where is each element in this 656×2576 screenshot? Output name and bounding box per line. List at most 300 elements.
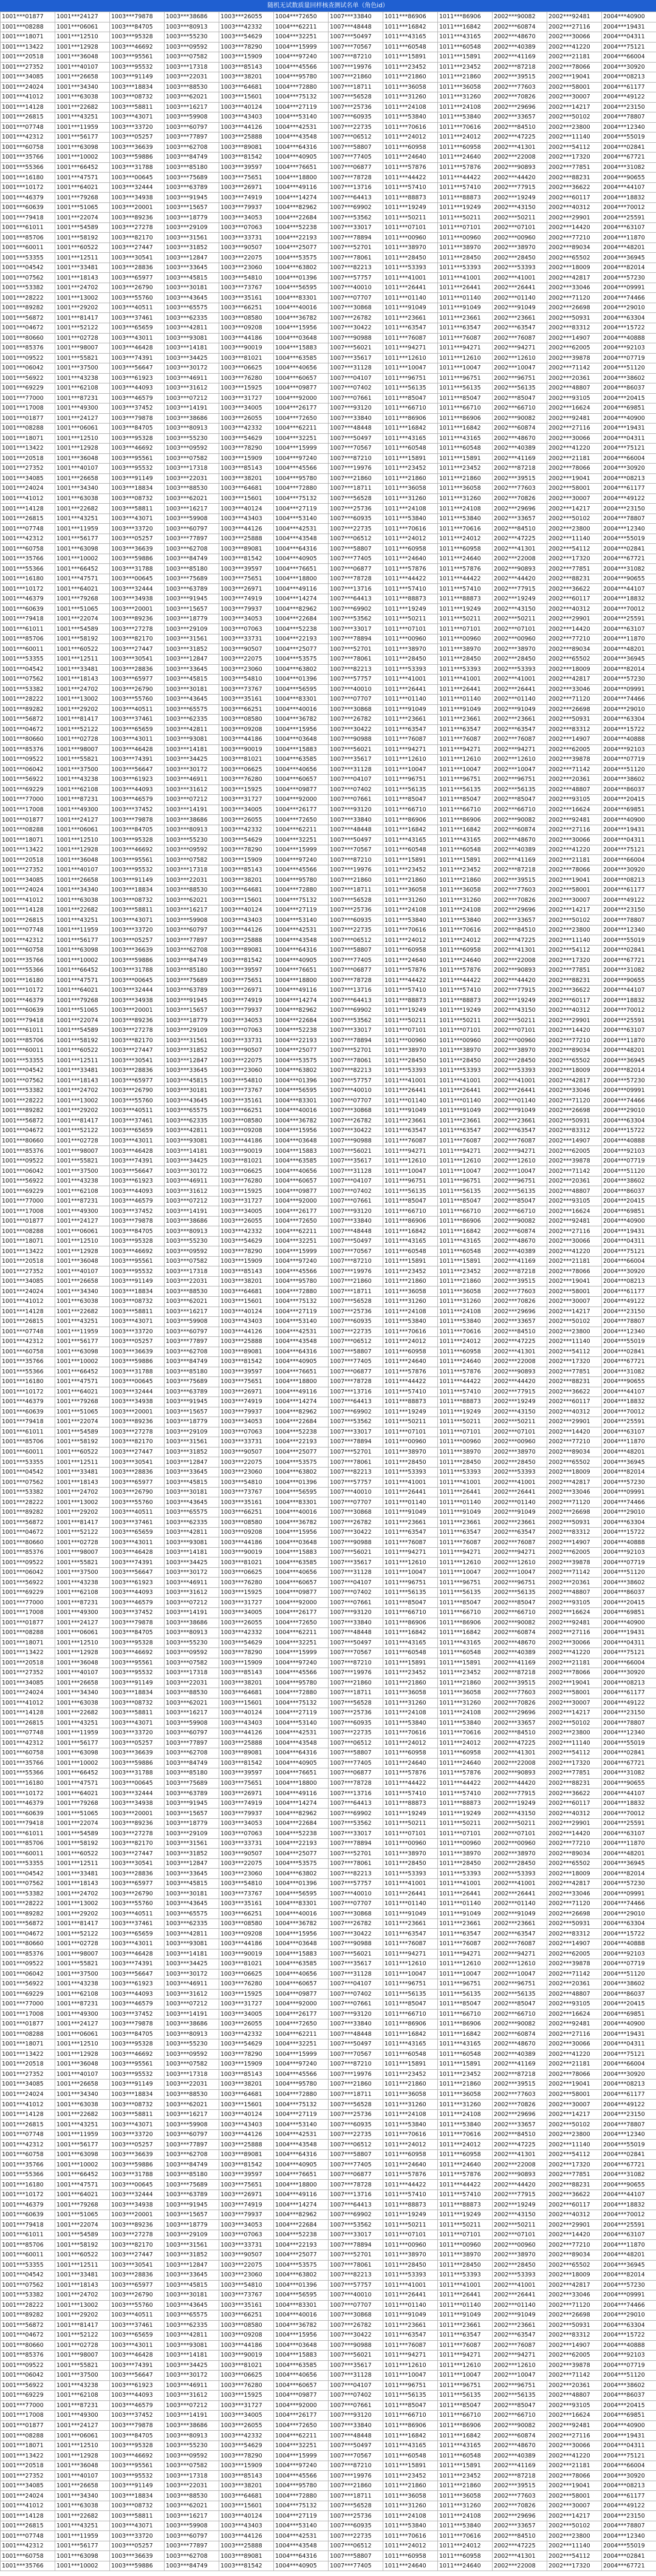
id-cell[interactable]: 2002***41169 (493, 1256, 547, 1266)
id-cell[interactable]: 2002***48670 (493, 2039, 547, 2050)
id-cell[interactable]: 1001***60639 (1, 2210, 55, 2220)
id-cell[interactable]: 1001***26658 (55, 2481, 110, 2491)
id-cell[interactable]: 2004***67721 (602, 2160, 656, 2170)
id-cell[interactable]: 1001***34085 (1, 473, 55, 484)
id-cell[interactable]: 2004***78807 (602, 513, 656, 524)
id-cell[interactable]: 2002***70826 (493, 1698, 547, 1708)
id-cell[interactable]: 2004***19431 (602, 1628, 656, 1638)
id-cell[interactable]: 1003***27278 (110, 624, 165, 634)
id-cell[interactable]: 1004***40656 (274, 1567, 329, 1578)
id-cell[interactable]: 1007***50497 (329, 433, 383, 444)
id-cell[interactable]: 1011***60548 (383, 1648, 438, 1658)
id-cell[interactable]: 2004***23150 (602, 504, 656, 514)
id-cell[interactable]: 1007***58807 (329, 2149, 383, 2160)
id-cell[interactable]: 1011***91049 (438, 2310, 493, 2321)
id-cell[interactable]: 2002***50931 (547, 1517, 602, 1528)
id-cell[interactable]: 2002***28450 (493, 1858, 547, 1869)
id-cell[interactable]: 1001***24024 (1, 82, 55, 92)
id-cell[interactable]: 2002***87218 (493, 464, 547, 474)
id-cell[interactable]: 2002***19249 (493, 1798, 547, 1808)
id-cell[interactable]: 2002***90893 (493, 965, 547, 975)
id-cell[interactable]: 2002***16624 (547, 2411, 602, 2421)
id-cell[interactable]: 1001***27352 (1, 1266, 55, 1277)
id-cell[interactable]: 2002***33046 (547, 2290, 602, 2301)
id-cell[interactable]: 1004***49116 (274, 1788, 329, 1799)
id-cell[interactable]: 1007***40010 (329, 283, 383, 293)
id-cell[interactable]: 1011***53840 (383, 112, 438, 123)
id-cell[interactable]: 2002***87218 (493, 62, 547, 72)
id-cell[interactable]: 2002***30066 (547, 1236, 602, 1246)
id-cell[interactable]: 1003***30181 (165, 283, 219, 293)
id-cell[interactable]: 1011***57410 (383, 1788, 438, 1799)
id-cell[interactable]: 1001***24024 (1, 885, 55, 895)
id-cell[interactable]: 2002***71142 (547, 1567, 602, 1578)
id-cell[interactable]: 1003***60797 (165, 925, 219, 935)
id-cell[interactable]: 1007***56021 (329, 343, 383, 354)
id-cell[interactable]: 1011***26441 (383, 1487, 438, 1497)
id-cell[interactable]: 2002***23800 (547, 925, 602, 935)
id-cell[interactable]: 1007***78061 (329, 654, 383, 665)
id-cell[interactable]: 1003***77897 (165, 935, 219, 946)
id-cell[interactable]: 1003***44186 (219, 1939, 274, 1949)
id-cell[interactable]: 2002***41220 (547, 42, 602, 52)
id-cell[interactable]: 1004***52238 (274, 1427, 329, 1437)
id-cell[interactable]: 1003***08732 (110, 493, 165, 504)
id-cell[interactable]: 2002***78066 (547, 1668, 602, 1678)
id-cell[interactable]: 1003***58811 (110, 1307, 165, 1317)
id-cell[interactable]: 1003***77897 (165, 534, 219, 544)
id-cell[interactable]: 1003***85180 (165, 1768, 219, 1779)
id-cell[interactable]: 1011***60548 (438, 444, 493, 454)
id-cell[interactable]: 1004***18800 (274, 173, 329, 183)
id-cell[interactable]: 1001***56922 (1, 373, 55, 383)
id-cell[interactable]: 2002***26441 (493, 1889, 547, 1899)
id-cell[interactable]: 2002***14907 (547, 1939, 602, 1949)
id-cell[interactable]: 2004***78807 (602, 1317, 656, 1327)
id-cell[interactable]: 1001***55366 (1, 1367, 55, 1377)
id-cell[interactable]: 1011***15891 (383, 1256, 438, 1266)
id-cell[interactable]: 1007***22735 (329, 1327, 383, 1337)
id-cell[interactable]: 1001***42312 (1, 2541, 55, 2551)
id-cell[interactable]: 1003***30541 (110, 253, 165, 263)
id-cell[interactable]: 2002***41220 (547, 1648, 602, 1658)
id-cell[interactable]: 1003***31788 (110, 2169, 165, 2180)
id-cell[interactable]: 1003***58811 (110, 2109, 165, 2120)
id-cell[interactable]: 1004***01396 (274, 675, 329, 685)
id-cell[interactable]: 1003***25888 (219, 2140, 274, 2150)
id-cell[interactable]: 1003***29109 (165, 2230, 219, 2240)
id-cell[interactable]: 1003***33720 (110, 925, 165, 935)
id-cell[interactable]: 1004***43548 (274, 2140, 329, 2150)
id-cell[interactable]: 1001***43238 (55, 775, 110, 785)
id-cell[interactable]: 1007***90988 (329, 333, 383, 343)
id-cell[interactable]: 1004***53575 (274, 1858, 329, 1869)
id-cell[interactable]: 1007***78894 (329, 2240, 383, 2250)
id-cell[interactable]: 1007***64413 (329, 2200, 383, 2210)
id-cell[interactable]: 1003***78290 (219, 42, 274, 52)
id-cell[interactable]: 2002***41169 (493, 52, 547, 63)
id-cell[interactable]: 1011***15891 (383, 2461, 438, 2471)
id-cell[interactable]: 1003***40124 (219, 2109, 274, 2120)
id-cell[interactable]: 1007***90988 (329, 735, 383, 745)
id-cell[interactable]: 1011***60548 (438, 42, 493, 52)
id-cell[interactable]: 1003***30181 (165, 1086, 219, 1096)
id-cell[interactable]: 1003***40124 (219, 1708, 274, 1719)
id-cell[interactable]: 1011***43165 (438, 433, 493, 444)
id-cell[interactable]: 2002***23661 (493, 313, 547, 323)
id-cell[interactable]: 1007***07707 (329, 293, 383, 303)
id-cell[interactable]: 1011***38970 (383, 644, 438, 654)
id-cell[interactable]: 2002***23800 (547, 524, 602, 534)
id-cell[interactable]: 1011***24640 (438, 1758, 493, 1768)
id-cell[interactable]: 1001***07562 (1, 675, 55, 685)
id-cell[interactable]: 1003***73767 (219, 1889, 274, 1899)
id-cell[interactable]: 1004***60657 (274, 775, 329, 785)
id-cell[interactable]: 1003***43645 (165, 1096, 219, 1106)
id-cell[interactable]: 2004***09991 (602, 1086, 656, 1096)
id-cell[interactable]: 1001***20518 (1, 2059, 55, 2070)
id-cell[interactable]: 1001***79268 (55, 2200, 110, 2210)
id-cell[interactable]: 1003***15909 (219, 52, 274, 63)
id-cell[interactable]: 1011***12610 (383, 353, 438, 363)
id-cell[interactable]: 1004***72650 (274, 413, 329, 424)
id-cell[interactable]: 2002***28450 (493, 1056, 547, 1066)
id-cell[interactable]: 2002***23800 (547, 2531, 602, 2541)
id-cell[interactable]: 2002***83312 (547, 323, 602, 333)
id-cell[interactable]: 1001***35766 (1, 2561, 55, 2571)
id-cell[interactable]: 2002***77851 (547, 564, 602, 574)
id-cell[interactable]: 1001***36048 (55, 1658, 110, 1668)
id-cell[interactable]: 2002***26441 (493, 1487, 547, 1497)
id-cell[interactable]: 1007***64413 (329, 193, 383, 203)
id-cell[interactable]: 1001***26815 (1, 2521, 55, 2531)
id-cell[interactable]: 1011***24640 (383, 2561, 438, 2571)
id-cell[interactable]: 1007***56021 (329, 2351, 383, 2361)
id-cell[interactable]: 2002***77851 (547, 1768, 602, 1779)
id-cell[interactable]: 1003***46692 (110, 1648, 165, 1658)
id-cell[interactable]: 1004***53140 (274, 513, 329, 524)
id-cell[interactable]: 1003***00645 (110, 574, 165, 584)
id-cell[interactable]: 1001***60758 (1, 1748, 55, 1759)
id-cell[interactable]: 1007***48448 (329, 1628, 383, 1638)
id-cell[interactable]: 2002***56135 (493, 383, 547, 394)
id-cell[interactable]: 1001***27352 (1, 865, 55, 875)
id-cell[interactable]: 1003***44126 (219, 1327, 274, 1337)
id-cell[interactable]: 1007***31128 (329, 1166, 383, 1176)
id-cell[interactable]: 1001***34085 (1, 2080, 55, 2090)
id-cell[interactable]: 1003***40511 (110, 1909, 165, 1919)
id-cell[interactable]: 1003***54629 (219, 433, 274, 444)
id-cell[interactable]: 1003***59908 (165, 915, 219, 926)
id-cell[interactable]: 1003***08580 (219, 313, 274, 323)
id-cell[interactable]: 1001***08288 (1, 424, 55, 434)
id-cell[interactable]: 1001***10172 (1, 1387, 55, 1397)
id-cell[interactable]: 1003***37452 (110, 1206, 165, 1217)
id-cell[interactable]: 1007***77405 (329, 554, 383, 564)
id-cell[interactable]: 1001***52122 (55, 1527, 110, 1537)
id-cell[interactable]: 2002***94271 (493, 744, 547, 755)
id-cell[interactable]: 2004***70012 (602, 1407, 656, 1417)
id-cell[interactable]: 1011***31260 (383, 2501, 438, 2511)
id-cell[interactable]: 1003***55760 (110, 2300, 165, 2310)
id-cell[interactable]: 1004***15956 (274, 2330, 329, 2341)
id-cell[interactable]: 1001***28222 (1, 695, 55, 705)
id-cell[interactable]: 1001***55821 (55, 353, 110, 363)
id-cell[interactable]: 1003***62708 (165, 544, 219, 554)
id-cell[interactable]: 2004***48201 (602, 242, 656, 253)
id-cell[interactable]: 2002***14217 (547, 504, 602, 514)
id-cell[interactable]: 1011***16842 (383, 2029, 438, 2039)
id-cell[interactable]: 2002***85047 (493, 1999, 547, 2010)
id-cell[interactable]: 1004***40905 (274, 955, 329, 966)
id-cell[interactable]: 1003***40511 (110, 704, 165, 715)
id-cell[interactable]: 1003***85143 (219, 464, 274, 474)
id-cell[interactable]: 1003***38686 (165, 413, 219, 424)
id-cell[interactable]: 2002***41169 (493, 453, 547, 464)
id-cell[interactable]: 1001***46379 (1, 1798, 55, 1808)
id-cell[interactable]: 1011***24640 (383, 153, 438, 163)
id-cell[interactable]: 1007***53562 (329, 1015, 383, 1026)
id-cell[interactable]: 1007***07707 (329, 1898, 383, 1909)
id-cell[interactable]: 1011***28450 (438, 253, 493, 263)
id-cell[interactable]: 2004***55019 (602, 534, 656, 544)
id-cell[interactable]: 1011***21860 (438, 2481, 493, 2491)
id-cell[interactable]: 2004***44107 (602, 986, 656, 996)
id-cell[interactable]: 2002***00960 (493, 2240, 547, 2250)
id-cell[interactable]: 1001***41012 (1, 2100, 55, 2110)
id-cell[interactable]: 1007***07707 (329, 1096, 383, 1106)
id-cell[interactable]: 1007***06877 (329, 2169, 383, 2180)
id-cell[interactable]: 2002***71142 (547, 1969, 602, 1979)
id-cell[interactable]: 1004***97240 (274, 1658, 329, 1668)
id-cell[interactable]: 2002***07101 (493, 1829, 547, 1839)
id-cell[interactable]: 1011***43165 (383, 2039, 438, 2050)
id-cell[interactable]: 1004***45566 (274, 62, 329, 72)
id-cell[interactable]: 1003***82170 (110, 1036, 165, 1046)
id-cell[interactable]: 1003***88530 (165, 885, 219, 895)
id-cell[interactable]: 1011***38970 (438, 1046, 493, 1056)
id-cell[interactable]: 1011***86906 (438, 1216, 493, 1226)
id-cell[interactable]: 2002***39515 (493, 875, 547, 885)
id-cell[interactable]: 2002***66710 (493, 1607, 547, 1618)
id-cell[interactable]: 1001***85706 (1, 1437, 55, 1448)
id-cell[interactable]: 2002***39878 (547, 1959, 602, 1970)
id-cell[interactable]: 2004***75121 (602, 1648, 656, 1658)
id-cell[interactable]: 1011***60548 (438, 1246, 493, 1257)
id-cell[interactable]: 1004***40016 (274, 1909, 329, 1919)
id-cell[interactable]: 1003***93081 (165, 2340, 219, 2351)
id-cell[interactable]: 2002***23661 (493, 1116, 547, 1126)
id-cell[interactable]: 1003***44093 (110, 1989, 165, 1999)
id-cell[interactable]: 1003***34005 (219, 1607, 274, 1618)
id-cell[interactable]: 1001***02728 (55, 333, 110, 343)
id-cell[interactable]: 1011***53840 (438, 2120, 493, 2130)
id-cell[interactable]: 1003***38201 (219, 2481, 274, 2491)
id-cell[interactable]: 1007***26782 (329, 715, 383, 725)
id-cell[interactable]: 1007***57757 (329, 1878, 383, 1889)
id-cell[interactable]: 1001***24702 (55, 1487, 110, 1497)
id-cell[interactable]: 1003***44126 (219, 2129, 274, 2140)
id-cell[interactable]: 1003***22075 (219, 1457, 274, 1468)
id-cell[interactable]: 2004***49122 (602, 2501, 656, 2511)
id-cell[interactable]: 1003***95561 (110, 855, 165, 865)
id-cell[interactable]: 1003***08580 (219, 715, 274, 725)
id-cell[interactable]: 1001***41012 (1, 895, 55, 905)
id-cell[interactable]: 1004***18800 (274, 2180, 329, 2190)
id-cell[interactable]: 1004***53575 (274, 2260, 329, 2270)
id-cell[interactable]: 1004***75132 (274, 2100, 329, 2110)
id-cell[interactable]: 1001***47571 (55, 975, 110, 986)
id-cell[interactable]: 2002***91049 (493, 704, 547, 715)
id-cell[interactable]: 2002***87218 (493, 2069, 547, 2080)
id-cell[interactable]: 1003***39597 (219, 1367, 274, 1377)
id-cell[interactable]: 1003***33720 (110, 1728, 165, 1739)
id-cell[interactable]: 1003***40511 (110, 2310, 165, 2321)
id-cell[interactable]: 2002***92481 (547, 1618, 602, 1628)
id-cell[interactable]: 1001***55366 (1, 564, 55, 574)
id-cell[interactable]: 2004***19431 (602, 424, 656, 434)
id-cell[interactable]: 1001***12510 (55, 835, 110, 845)
id-cell[interactable]: 1007***25736 (329, 102, 383, 112)
id-cell[interactable]: 1011***53840 (438, 2521, 493, 2531)
id-cell[interactable]: 2002***14217 (547, 2109, 602, 2120)
id-cell[interactable]: 1011***94271 (383, 343, 438, 354)
id-cell[interactable]: 1003***07063 (219, 222, 274, 233)
id-cell[interactable]: 1003***43403 (219, 2120, 274, 2130)
id-cell[interactable]: 2002***27116 (547, 2431, 602, 2441)
id-cell[interactable]: 1007***30868 (329, 1106, 383, 1116)
id-cell[interactable]: 1003***15657 (165, 202, 219, 213)
id-cell[interactable]: 1007***04107 (329, 373, 383, 383)
id-cell[interactable]: 1001***06061 (55, 22, 110, 32)
id-cell[interactable]: 1004***03648 (274, 1136, 329, 1146)
id-cell[interactable]: 1011***44422 (438, 1377, 493, 1387)
id-cell[interactable]: 1004***63802 (274, 1467, 329, 1477)
id-cell[interactable]: 1003***95532 (110, 464, 165, 474)
id-cell[interactable]: 2004***90655 (602, 173, 656, 183)
id-cell[interactable]: 1003***15657 (165, 1407, 219, 1417)
id-cell[interactable]: 1003***46579 (110, 1196, 165, 1206)
id-cell[interactable]: 1004***83301 (274, 695, 329, 705)
id-cell[interactable]: 1007***52701 (329, 1046, 383, 1056)
id-cell[interactable]: 1004***60657 (274, 373, 329, 383)
id-cell[interactable]: 1003***12847 (165, 654, 219, 665)
id-cell[interactable]: 1011***44422 (438, 975, 493, 986)
id-cell[interactable]: 1003***31727 (219, 2400, 274, 2411)
id-cell[interactable]: 1011***60958 (438, 2149, 493, 2160)
id-cell[interactable]: 2002***47225 (493, 2541, 547, 2551)
id-cell[interactable]: 1004***83301 (274, 1096, 329, 1106)
id-cell[interactable]: 1003***55230 (165, 2039, 219, 2050)
id-cell[interactable]: 1004***82962 (274, 2210, 329, 2220)
id-cell[interactable]: 2002***54112 (547, 2149, 602, 2160)
id-cell[interactable]: 1001***10172 (1, 1788, 55, 1799)
id-cell[interactable]: 1011***38970 (438, 644, 493, 654)
id-cell[interactable]: 1011***31260 (383, 92, 438, 103)
id-cell[interactable]: 1007***48448 (329, 424, 383, 434)
id-cell[interactable]: 1003***89081 (219, 2551, 274, 2561)
id-cell[interactable]: 1001***61011 (1, 1829, 55, 1839)
id-cell[interactable]: 1003***89081 (219, 1347, 274, 1357)
id-cell[interactable]: 1003***33720 (110, 1327, 165, 1337)
id-cell[interactable]: 1007***22735 (329, 122, 383, 132)
id-cell[interactable]: 1003***09592 (165, 2049, 219, 2059)
id-cell[interactable]: 1003***34005 (219, 805, 274, 815)
id-cell[interactable]: 1003***33645 (165, 2270, 219, 2281)
id-cell[interactable]: 1011***91049 (438, 303, 493, 313)
id-cell[interactable]: 1004***40905 (274, 153, 329, 163)
id-cell[interactable]: 2002***41301 (493, 1748, 547, 1759)
id-cell[interactable]: 2002***77915 (493, 1387, 547, 1397)
id-cell[interactable]: 1004***53140 (274, 1718, 329, 1728)
id-cell[interactable]: 1011***21860 (383, 875, 438, 885)
id-cell[interactable]: 1011***31260 (383, 1297, 438, 1307)
id-cell[interactable]: 1001***47571 (55, 2180, 110, 2190)
id-cell[interactable]: 2002***50102 (547, 1718, 602, 1728)
id-cell[interactable]: 1003***59886 (110, 153, 165, 163)
id-cell[interactable]: 1007***64413 (329, 594, 383, 604)
id-cell[interactable]: 1007***90988 (329, 1939, 383, 1949)
id-cell[interactable]: 1003***17318 (165, 2471, 219, 2481)
id-cell[interactable]: 1003***85180 (165, 965, 219, 975)
id-cell[interactable]: 1003***23060 (219, 664, 274, 675)
id-cell[interactable]: 1004***62211 (274, 825, 329, 835)
id-cell[interactable]: 2002***33657 (493, 2521, 547, 2531)
id-cell[interactable]: 1004***09877 (274, 383, 329, 394)
id-cell[interactable]: 1007***93120 (329, 404, 383, 414)
id-cell[interactable]: 2002***10047 (493, 1969, 547, 1979)
id-cell[interactable]: 1003***37461 (110, 1116, 165, 1126)
id-cell[interactable]: 1007***06877 (329, 965, 383, 975)
id-cell[interactable]: 1003***38201 (219, 875, 274, 885)
id-cell[interactable]: 2004***82014 (602, 1869, 656, 1879)
id-cell[interactable]: 1003***30181 (165, 1487, 219, 1497)
id-cell[interactable]: 2002***39515 (493, 2080, 547, 2090)
id-cell[interactable]: 1011***70616 (438, 925, 493, 935)
id-cell[interactable]: 2002***29901 (547, 213, 602, 223)
id-cell[interactable]: 1011***66710 (438, 2411, 493, 2421)
id-cell[interactable]: 2004***15722 (602, 1527, 656, 1537)
id-cell[interactable]: 1003***15925 (219, 2391, 274, 2401)
id-cell[interactable]: 1003***74391 (110, 1558, 165, 1568)
id-cell[interactable]: 1011***60958 (438, 1748, 493, 1759)
id-cell[interactable]: 1011***10047 (438, 764, 493, 775)
id-cell[interactable]: 2004***51120 (602, 1969, 656, 1979)
id-cell[interactable]: 2004***86037 (602, 383, 656, 394)
id-cell[interactable]: 1003***23060 (219, 1467, 274, 1477)
id-cell[interactable]: 1003***43071 (110, 915, 165, 926)
id-cell[interactable]: 1003***07582 (165, 52, 219, 63)
id-cell[interactable]: 2002***87218 (493, 1668, 547, 1678)
id-cell[interactable]: 2002***28450 (493, 1457, 547, 1468)
id-cell[interactable]: 1003***55760 (110, 695, 165, 705)
id-cell[interactable]: 1003***45815 (165, 1076, 219, 1086)
id-cell[interactable]: 2004***09991 (602, 283, 656, 293)
id-cell[interactable]: 2002***23661 (493, 715, 547, 725)
id-cell[interactable]: 1003***27447 (110, 1849, 165, 1859)
id-cell[interactable]: 1007***30868 (329, 1507, 383, 1517)
id-cell[interactable]: 1001***26815 (1, 1718, 55, 1728)
id-cell[interactable]: 2002***30007 (547, 1698, 602, 1708)
id-cell[interactable]: 1003***26971 (219, 986, 274, 996)
id-cell[interactable]: 1004***27119 (274, 1307, 329, 1317)
id-cell[interactable]: 2002***71120 (547, 1497, 602, 1508)
id-cell[interactable]: 2002***41301 (493, 142, 547, 153)
id-cell[interactable]: 1003***74919 (219, 2200, 274, 2210)
id-cell[interactable]: 1001***10002 (55, 1357, 110, 1367)
id-cell[interactable]: 1011***53393 (383, 1467, 438, 1477)
id-cell[interactable]: 2002***90893 (493, 162, 547, 173)
